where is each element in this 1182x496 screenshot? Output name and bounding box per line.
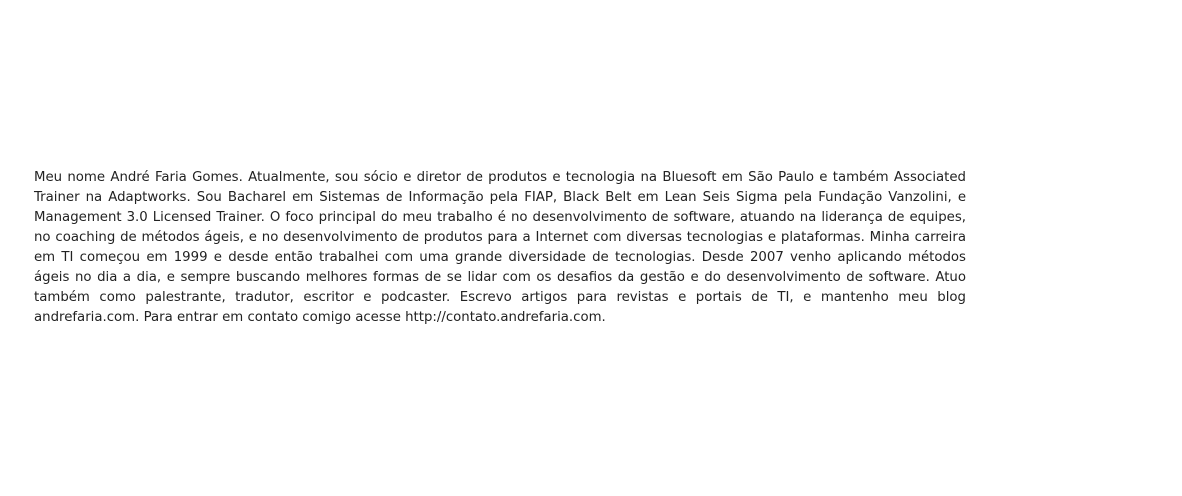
bio-paragraph: Meu nome André Faria Gomes. Atualmente, sou sócio e diretor de produtos e tecnologia na Bluesoft em São Paulo e também Associated Trainer na Adaptworks. Sou Bacharel em Sistemas de Informação pela FIAP, Black Belt em Lean Seis Sigma pela Fundação Vanzolini, e Management 3.0 Licensed Trainer. O foco principal do meu trabalho é no desenvolvimento de software, atuando na liderança de equipes, no coaching de métodos ágeis, e no desenvolvimento de produtos para a Internet com diversas tecnologias e plataformas. Minha carreira em TI começou em 1999 e desde então trabalhei com uma grande diversidade de tecnologias. Desde 2007 venho aplicando métodos ágeis no dia a dia, e sempre buscando melhores formas de se lidar com os desafios da gestão e do desenvolvimento de software. Atuo também como palestrante, tradutor, escritor e podcaster. Escrevo artigos para revistas e portais de TI, e mantenho meu blog andrefaria.com. Para entrar em contato comigo acesse http://contato.andrefaria.com. <box>34 170 966 325</box>
